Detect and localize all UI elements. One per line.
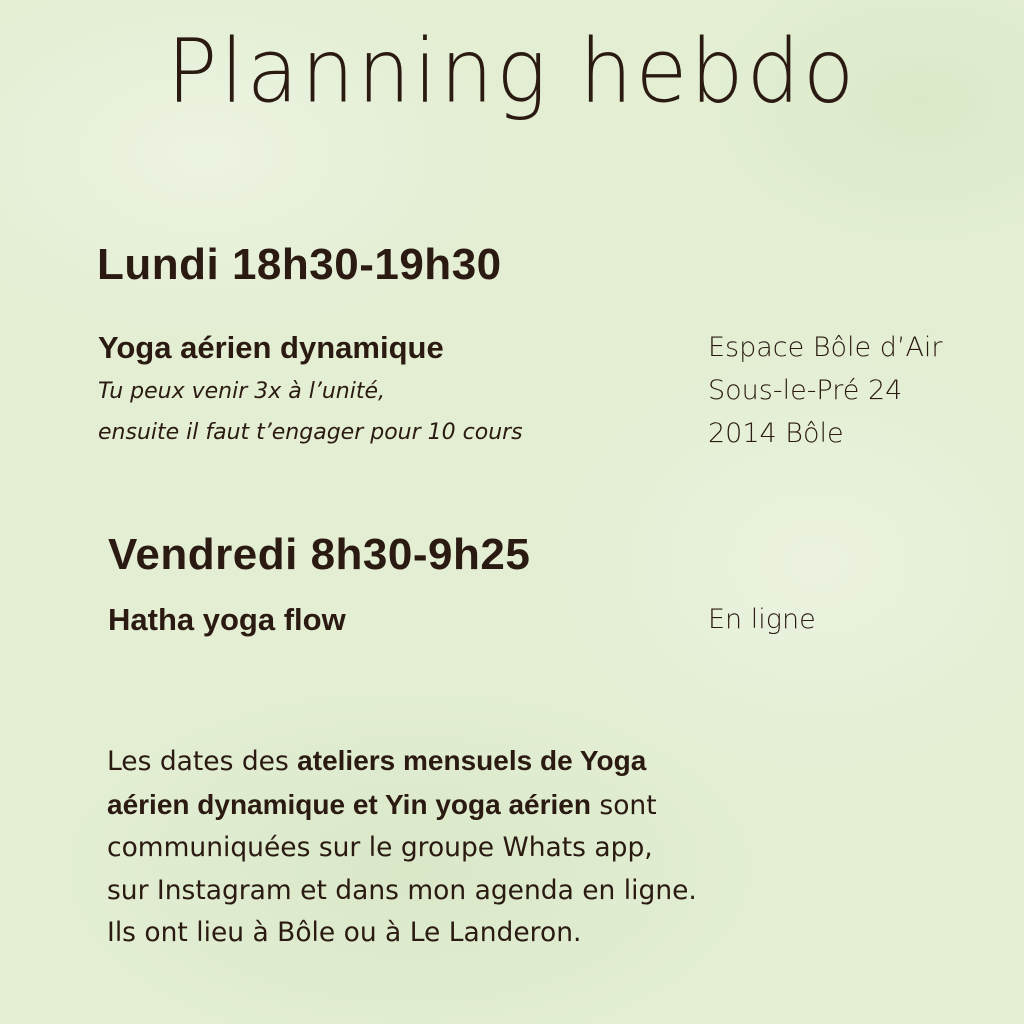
workshops-info [107, 740, 867, 955]
friday-day-time: Vendredi 8h30-9h25 [108, 530, 531, 579]
info-after-bold: sont [590, 789, 657, 821]
monday-note-line-1: Tu peux venir 3x à l’unité, [98, 379, 386, 404]
info-line-1 [107, 740, 867, 784]
info-bold-1: ateliers mensuels de Yoga [297, 745, 647, 776]
friday-location: En ligne [708, 604, 816, 635]
monday-note-line-2: ensuite il faut t’engager pour 10 cours [98, 420, 523, 445]
info-intro: Les dates des [107, 746, 298, 777]
info-bold-2: aérien dynamique et Yin yoga aérien [107, 788, 591, 820]
monday-note [98, 371, 523, 453]
info-line-4: sur Instagram et dans mon agenda en ligne. [107, 874, 697, 906]
monday-day-time: Lundi 18h30-19h30 [97, 240, 502, 289]
info-line-3: communiquées sur le groupe Whats app, [107, 832, 653, 863]
friday-class-name: Hatha yoga flow [108, 602, 346, 637]
info-line-2 [107, 784, 867, 828]
monday-location-line-3: 2014 Bôle [708, 418, 844, 449]
monday-class-name: Yoga aérien dynamique [98, 330, 444, 365]
monday-location-line-2: Sous-le-Pré 24 [708, 375, 903, 406]
monday-location [708, 326, 943, 455]
info-line-5: Ils ont lieu à Bôle ou à Le Landeron. [107, 917, 582, 948]
page-title: Planning hebdo [166, 19, 858, 123]
monday-location-line-1: Espace Bôle d’Air [708, 332, 943, 363]
